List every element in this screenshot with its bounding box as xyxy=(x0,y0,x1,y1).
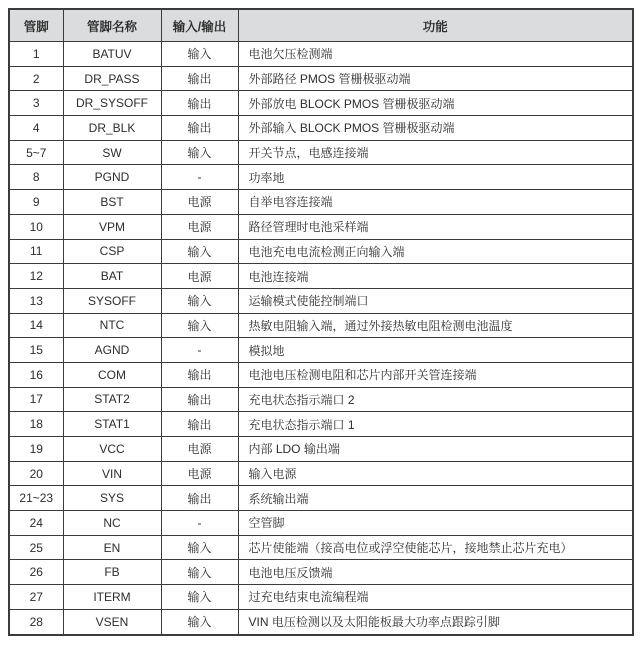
function-cell: 内部 LDO 输出端 xyxy=(238,437,633,462)
pin-cell: 17 xyxy=(9,387,63,412)
table-row xyxy=(9,214,633,239)
pin-cell: 1 xyxy=(9,42,63,67)
pin-cell: 9 xyxy=(9,190,63,215)
column-header-io: 输入/输出 xyxy=(161,9,238,42)
pin-cell: 18 xyxy=(9,412,63,437)
function-cell: 热敏电阻输入端，通过外接热敏电阻检测电池温度 xyxy=(238,313,633,338)
name-cell: VPM xyxy=(63,214,161,239)
name-cell: STAT2 xyxy=(63,387,161,412)
function-cell: 功率地 xyxy=(238,165,633,190)
pin-cell: 2 xyxy=(9,66,63,91)
io-cell: 输出 xyxy=(161,412,238,437)
table-row xyxy=(9,461,633,486)
table-row xyxy=(9,264,633,289)
column-header-pin-name: 管脚名称 xyxy=(63,9,161,42)
header-row xyxy=(9,9,633,42)
io-cell: 输入 xyxy=(161,288,238,313)
pin-cell: 27 xyxy=(9,585,63,610)
io-cell: 输入 xyxy=(161,140,238,165)
io-cell: 电源 xyxy=(161,214,238,239)
function-cell: 运输模式使能控制端口 xyxy=(238,288,633,313)
pin-cell: 26 xyxy=(9,560,63,585)
io-cell: 电源 xyxy=(161,264,238,289)
pin-cell: 10 xyxy=(9,214,63,239)
table-row xyxy=(9,511,633,536)
function-cell: 外部路径 PMOS 管栅极驱动端 xyxy=(238,66,633,91)
name-cell: SW xyxy=(63,140,161,165)
pin-cell: 11 xyxy=(9,239,63,264)
name-cell: SYSOFF xyxy=(63,288,161,313)
function-cell: 过充电结束电流编程端 xyxy=(238,585,633,610)
function-cell: 外部放电 BLOCK PMOS 管栅极驱动端 xyxy=(238,91,633,116)
table-header xyxy=(9,9,633,42)
table-row xyxy=(9,190,633,215)
io-cell: 电源 xyxy=(161,190,238,215)
io-cell: 输入 xyxy=(161,560,238,585)
name-cell: VCC xyxy=(63,437,161,462)
pin-cell: 15 xyxy=(9,338,63,363)
function-cell: 开关节点，电感连接端 xyxy=(238,140,633,165)
function-cell: 电池连接端 xyxy=(238,264,633,289)
io-cell: 输入 xyxy=(161,313,238,338)
function-cell: 自举电容连接端 xyxy=(238,190,633,215)
pin-cell: 8 xyxy=(9,165,63,190)
table-row xyxy=(9,165,633,190)
function-cell: 路径管理时电池采样端 xyxy=(238,214,633,239)
pin-cell: 12 xyxy=(9,264,63,289)
pin-cell: 28 xyxy=(9,609,63,634)
function-cell: 输入电源 xyxy=(238,461,633,486)
table-row xyxy=(9,362,633,387)
function-cell: 电池电压反馈端 xyxy=(238,560,633,585)
name-cell: NTC xyxy=(63,313,161,338)
name-cell: PGND xyxy=(63,165,161,190)
table-row xyxy=(9,66,633,91)
name-cell: SYS xyxy=(63,486,161,511)
table-row xyxy=(9,486,633,511)
function-cell: 芯片使能端（接高电位或浮空使能芯片，接地禁止芯片充电） xyxy=(238,535,633,560)
column-header-pin: 管脚 xyxy=(9,9,63,42)
column-header-function: 功能 xyxy=(238,9,633,42)
function-cell: 电池电压检测电阻和芯片内部开关管连接端 xyxy=(238,362,633,387)
name-cell: BST xyxy=(63,190,161,215)
io-cell: 输出 xyxy=(161,116,238,141)
pin-cell: 20 xyxy=(9,461,63,486)
io-cell: 输入 xyxy=(161,609,238,634)
name-cell: AGND xyxy=(63,338,161,363)
function-cell: VIN 电压检测以及太阳能板最大功率点跟踪引脚 xyxy=(238,609,633,634)
io-cell: - xyxy=(161,338,238,363)
table-row xyxy=(9,585,633,610)
io-cell: 输入 xyxy=(161,585,238,610)
table-row xyxy=(9,313,633,338)
table-row xyxy=(9,42,633,67)
table-row xyxy=(9,412,633,437)
function-cell: 电池欠压检测端 xyxy=(238,42,633,67)
pin-cell: 19 xyxy=(9,437,63,462)
io-cell: 电源 xyxy=(161,437,238,462)
table-row xyxy=(9,288,633,313)
name-cell: STAT1 xyxy=(63,412,161,437)
name-cell: EN xyxy=(63,535,161,560)
table-row xyxy=(9,387,633,412)
name-cell: FB xyxy=(63,560,161,585)
table-row xyxy=(9,140,633,165)
table-row xyxy=(9,91,633,116)
pin-cell: 24 xyxy=(9,511,63,536)
pin-cell: 3 xyxy=(9,91,63,116)
table-row xyxy=(9,560,633,585)
name-cell: VSEN xyxy=(63,609,161,634)
function-cell: 充电状态指示端口 1 xyxy=(238,412,633,437)
io-cell: 输入 xyxy=(161,42,238,67)
io-cell: 输入 xyxy=(161,535,238,560)
pin-cell: 4 xyxy=(9,116,63,141)
pin-function-table xyxy=(8,8,634,636)
pin-cell: 16 xyxy=(9,362,63,387)
table-row xyxy=(9,535,633,560)
name-cell: BATUV xyxy=(63,42,161,67)
name-cell: BAT xyxy=(63,264,161,289)
table-row xyxy=(9,116,633,141)
io-cell: 输出 xyxy=(161,486,238,511)
table-row xyxy=(9,609,633,634)
pin-cell: 25 xyxy=(9,535,63,560)
io-cell: - xyxy=(161,165,238,190)
io-cell: 输出 xyxy=(161,362,238,387)
pin-cell: 21~23 xyxy=(9,486,63,511)
io-cell: - xyxy=(161,511,238,536)
name-cell: CSP xyxy=(63,239,161,264)
io-cell: 输出 xyxy=(161,387,238,412)
name-cell: DR_BLK xyxy=(63,116,161,141)
name-cell: NC xyxy=(63,511,161,536)
table-row xyxy=(9,239,633,264)
pin-table-body xyxy=(9,42,633,635)
name-cell: VIN xyxy=(63,461,161,486)
name-cell: DR_PASS xyxy=(63,66,161,91)
pin-cell: 14 xyxy=(9,313,63,338)
name-cell: ITERM xyxy=(63,585,161,610)
function-cell: 空管脚 xyxy=(238,511,633,536)
function-cell: 模拟地 xyxy=(238,338,633,363)
pin-cell: 13 xyxy=(9,288,63,313)
table-row xyxy=(9,437,633,462)
function-cell: 电池充电电流检测正向输入端 xyxy=(238,239,633,264)
io-cell: 输出 xyxy=(161,91,238,116)
name-cell: COM xyxy=(63,362,161,387)
function-cell: 外部输入 BLOCK PMOS 管栅极驱动端 xyxy=(238,116,633,141)
io-cell: 输入 xyxy=(161,239,238,264)
function-cell: 充电状态指示端口 2 xyxy=(238,387,633,412)
io-cell: 输出 xyxy=(161,66,238,91)
name-cell: DR_SYSOFF xyxy=(63,91,161,116)
function-cell: 系统输出端 xyxy=(238,486,633,511)
table-row xyxy=(9,338,633,363)
io-cell: 电源 xyxy=(161,461,238,486)
pin-cell: 5~7 xyxy=(9,140,63,165)
